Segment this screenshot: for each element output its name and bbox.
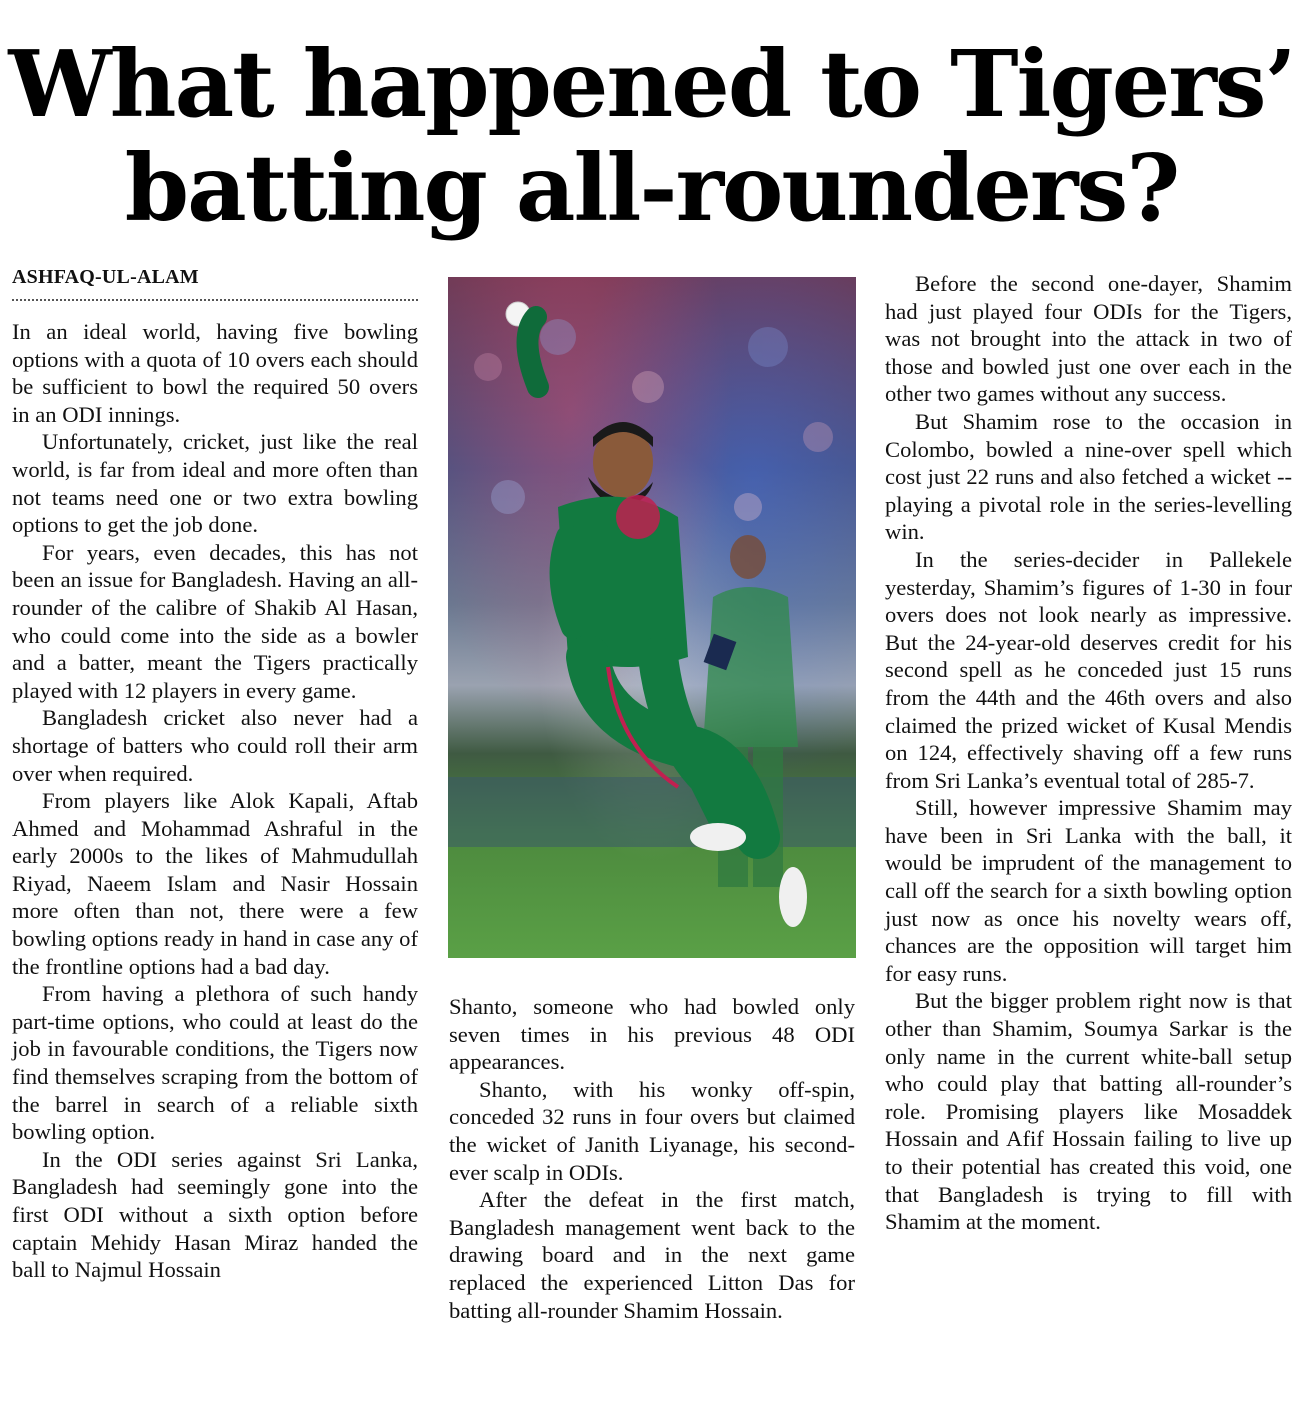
paragraph: After the defeat in the first match, Bangladesh management went back to the drawing board and in the next game replaced the experienced Litton Das for batting all-rounder Shamim Hossain. bbox=[449, 1187, 855, 1323]
paragraph: In the series-decider in Pallekele yesterday, Shamim’s figures of 1-30 in four overs does not look nearly as impressive. But the 24-year-old deserves credit for his second spell as he conceded just 15 runs from the 44th and the 46th overs and also claimed the prized wicket of Kusal Mendis on 124, effectively shaving off a few runs from Sri Lanka’s eventual total of 285-7. bbox=[885, 546, 1292, 793]
byline: ASHFAQ-UL-ALAM bbox=[12, 266, 418, 301]
cricket-fielder-photo bbox=[448, 277, 856, 958]
paragraph: Bangladesh cricket also never had a shortage of batters who could roll their arm over when required. bbox=[12, 705, 418, 786]
paragraph: But the bigger problem right now is that other than Shamim, Soumya Sarkar is the only name in the current white-ball setup who could play that batting all-rounder’s role. Promising players like Mosaddek Hossain and Afif Hossain failing to live up to their potential has created this void, one that Bangladesh is trying to fill with Shamim at the moment. bbox=[885, 988, 1292, 1235]
paragraph: Before the second one-dayer, Shamim had just played four ODIs for the Tigers, was not brought into the attack in two of those and bowled just one over each in the other two games without any success. bbox=[885, 271, 1292, 407]
paragraph: In the ODI series against Sri Lanka, Bangladesh had seemingly gone into the first ODI without a sixth option before captain Mehidy Hasan Miraz handed the ball to Najmul Hossain bbox=[12, 1146, 418, 1283]
article-column-3 bbox=[885, 270, 1292, 1236]
headline-line-2: batting all-rounders? bbox=[124, 134, 1179, 242]
paragraph: Shanto, someone who had bowled only seven times in his previous 48 ODI appearances. bbox=[449, 994, 855, 1075]
headline-line-1: What happened to Tigers’ bbox=[8, 30, 1295, 138]
paragraph: From having a plethora of such handy part-time options, who could at least do the job in favourable conditions, the Tigers now find themselves scraping from the bottom of the barrel in search of a reliable sixth bowling option. bbox=[12, 981, 418, 1145]
article-column-2 bbox=[449, 993, 855, 1324]
paragraph: For years, even decades, this has not been an issue for Bangladesh. Having an all-rounder of the calibre of Shakib Al Hasan, who could come into the side as a bowler and a batter, meant the Tigers practically played with 12 players in every game. bbox=[12, 539, 418, 703]
paragraph: Shanto, with his wonky off-spin, conceded 32 runs in four overs but claimed the wicket of Janith Liyanage, his second-ever scalp in ODIs. bbox=[449, 1076, 855, 1185]
paragraph: Still, however impressive Shamim may have been in Sri Lanka with the ball, it would be imprudent of the management to call off the search for a sixth bowling option just now as once his novelty wears off, chances are the opposition will target him for easy runs. bbox=[885, 795, 1292, 986]
paragraph: From players like Alok Kapali, Aftab Ahmed and Mohammad Ashraful in the early 2000s to the likes of Mahmudullah Riyad, Naeem Islam and Nasir Hossain more often than not, there were a few bowling options ready in hand in case any of the frontline options had a bad day. bbox=[12, 788, 418, 979]
paragraph: In an ideal world, having five bowling options with a quota of 10 overs each should be sufficient to bowl the required 50 overs in an ODI innings. bbox=[12, 319, 418, 427]
paragraph: Unfortunately, cricket, just like the real world, is far from ideal and more often than not teams need one or two extra bowling options to get the job done. bbox=[12, 429, 418, 538]
headline bbox=[0, 32, 1303, 240]
paragraph: But Shamim rose to the occasion in Colombo, bowled a nine-over spell which cost just 22 runs and also fetched a wicket -- playing a pivotal role in the series-levelling win. bbox=[885, 408, 1292, 545]
article-column-1 bbox=[12, 318, 418, 1284]
